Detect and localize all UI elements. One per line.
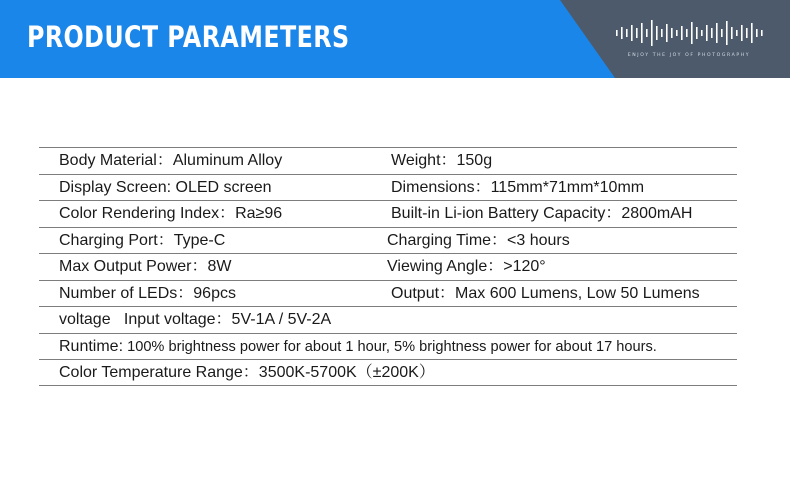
- spec-row: [39, 227, 737, 254]
- body-material-spec: Body Material：Aluminum Alloy: [59, 152, 283, 169]
- spec-row: [39, 200, 737, 227]
- spec-row: [39, 280, 737, 307]
- header-banner: [0, 0, 790, 78]
- spec-row: [39, 306, 737, 333]
- spec-row: [39, 174, 737, 201]
- spec-row: [39, 253, 737, 280]
- spec-table: [39, 147, 737, 386]
- weight-spec: Weight：150g: [391, 152, 493, 169]
- page-title: PRODUCT PARAMETERS: [27, 20, 350, 54]
- runtime-value: 100% brightness power for about 1 hour, 5% brightness power for about 17 hours.: [123, 338, 657, 355]
- dimensions-spec: Dimensions：115mm*71mm*10mm: [391, 178, 645, 196]
- viewing-angle-spec: Viewing Angle：>120°: [387, 258, 546, 275]
- spec-row: [39, 333, 737, 360]
- max-output-power-spec: Max Output Power：8W: [59, 258, 232, 275]
- number-of-leds-spec: Number of LEDs：96pcs: [59, 284, 236, 302]
- sound-wave-bars-icon: [612, 17, 766, 49]
- spec-row: [39, 359, 737, 386]
- charging-time-spec: Charging Time：<3 hours: [387, 231, 570, 249]
- brand-tagline: ENJOY THE JOY OF PHOTOGRAPHY: [627, 53, 751, 58]
- color-temperature-spec: Color Temperature Range：3500K-5700K（±200K）: [59, 364, 435, 381]
- battery-capacity-spec: Built-in Li-ion Battery Capacity：2800mAH: [391, 205, 693, 222]
- output-spec: Output：Max 600 Lumens, Low 50 Lumens: [391, 284, 700, 302]
- spec-row: [39, 147, 737, 174]
- runtime-label: Runtime:: [59, 337, 124, 355]
- runtime-spec: [59, 334, 657, 360]
- display-screen-spec: Display Screen: OLED screen: [59, 178, 272, 196]
- color-rendering-index-spec: Color Rendering Index：Ra≥96: [59, 205, 283, 222]
- charging-port-spec: Charging Port：Type-C: [59, 231, 226, 249]
- brand-logo: [612, 17, 766, 61]
- input-voltage-spec: voltage Input voltage：5V-1A / 5V-2A: [59, 311, 332, 328]
